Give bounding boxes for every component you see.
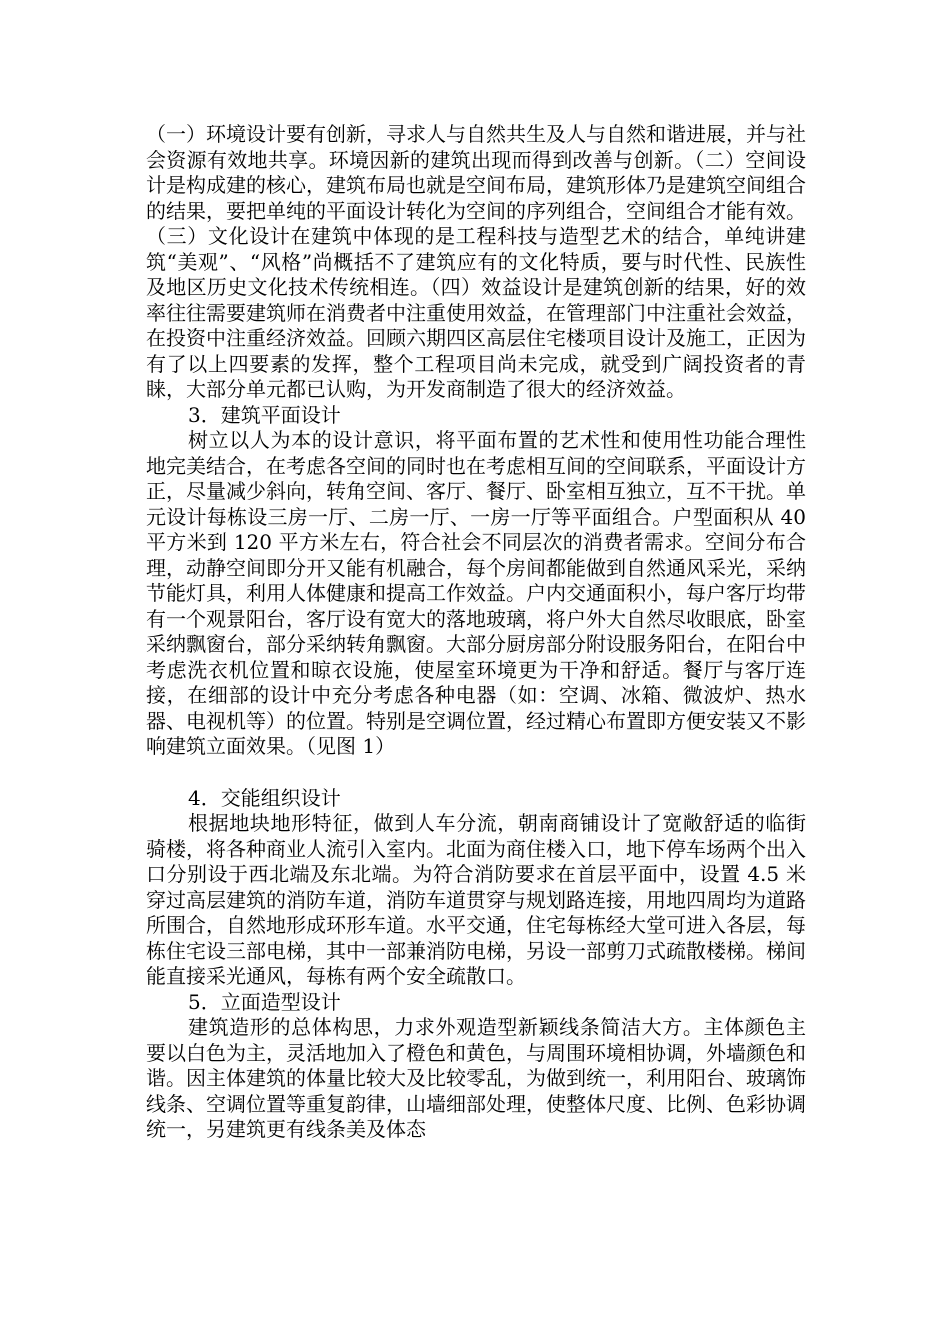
section-heading-facade-design: 5．立面造型设计 bbox=[188, 989, 341, 1014]
paragraph-plan-design: 树立以人为本的设计意识，将平面布置的艺术性和使用性功能合理性地完美结合，在考虑各空间的同时也在考虑相互间的空间联系，平面设计方正，尽量减少斜向，转角空间、客厅、餐厅、卧室相互独立，互不干扰。单元设计每栋设三房一厅、二房一厅、一房一厅等平面组合。户型面积从 40 平方米到 120 平方米左右，符合社会不同层次的消费者需求。空间分布合理，动静空间即分开又能有机融合，每个房间都能做到自然通风采光，采纳节能灯具，利用人体健康和提高工作效益。户内交通面积小，每户客厅均带有一个观景阳台，客厅设有宽大的落地玻璃，将户外大自然尽收眼底，卧室采纳飘窗台，部分采纳转角飘窗。大部分厨房部分附设服务阳台，在阳台中考虑洗衣机位置和晾衣设施，使屋室环境更为干净和舒适。餐厅与客厅连接，在细部的设计中充分考虑各种电器（如：空调、冰箱、微波炉、热水器、电视机等）的位置。特别是空调位置，经过精心布置即方便安装又不影响建筑立面效果。（见图 1） bbox=[146, 428, 806, 758]
section-heading-traffic-design: 4．交能组织设计 bbox=[188, 785, 341, 810]
paragraph-design-elements: （一）环境设计要有创新，寻求人与自然共生及人与自然和谐进展，并与社会资源有效地共享。环境因新的建筑出现而得到改善与创新。（二）空间设计是构成建的核心，建筑布局也就是空间布局，建筑形体乃是建筑空间组合的结果，要把单纯的平面设计转化为空间的序列组合，空间组合才能有效。（三）文化设计在建筑中体现的是工程科技与造型艺术的结合，单纯讲建筑“美观”、“风格”尚概括不了建筑应有的文化特质，要与时代性、民族性及地区历史文化技术传统相连。（四）效益设计是建筑创新的结果，好的效率往往需要建筑师在消费者中注重使用效益，在管理部门中注重社会效益，在投资中注重经济效益。回顾六期四区高层住宅楼项目设计及施工，正因为有了以上四要素的发挥，整个工程项目尚未完成，就受到广阔投资者的青睐，大部分单元都已认购，为开发商制造了很大的经济效益。 bbox=[146, 122, 806, 401]
paragraph-gap bbox=[146, 760, 806, 786]
section-heading-plan-design: 3．建筑平面设计 bbox=[188, 402, 341, 427]
paragraph-traffic-design: 根据地块地形特征，做到人车分流，朝南商铺设计了宽敞舒适的临街骑楼，将各种商业人流引入室内。北面为商住楼入口，地下停车场两个出入口分别设于西北端及东北端。为符合消防要求在首层平面中，设置 4.5 米穿过高层建筑的消防车道，消防车道贯穿与规划路连接，用地四周均为道路所围合，自然地形成环形车道。水平交通，住宅每栋经大堂可进入各层，每栋住宅设三部电梯，其中一部兼消防电梯，另设一部剪刀式疏散楼梯。梯间能直接采光通风，每栋有两个安全疏散口。 bbox=[146, 811, 806, 988]
document-page bbox=[146, 122, 806, 1143]
paragraph-facade-design: 建筑造形的总体构思，力求外观造型新颖线条简洁大方。主体颜色主要以白色为主，灵活地加入了橙色和黄色，与周围环境相协调，外墙颜色和谐。因主体建筑的体量比较大及比较零乱，为做到统一，利用阳台、玻璃饰线条、空调位置等重复韵律，山墙细部处理，使整体尺度、比例、色彩协调统一，另建筑更有线条美及体态 bbox=[146, 1015, 806, 1141]
